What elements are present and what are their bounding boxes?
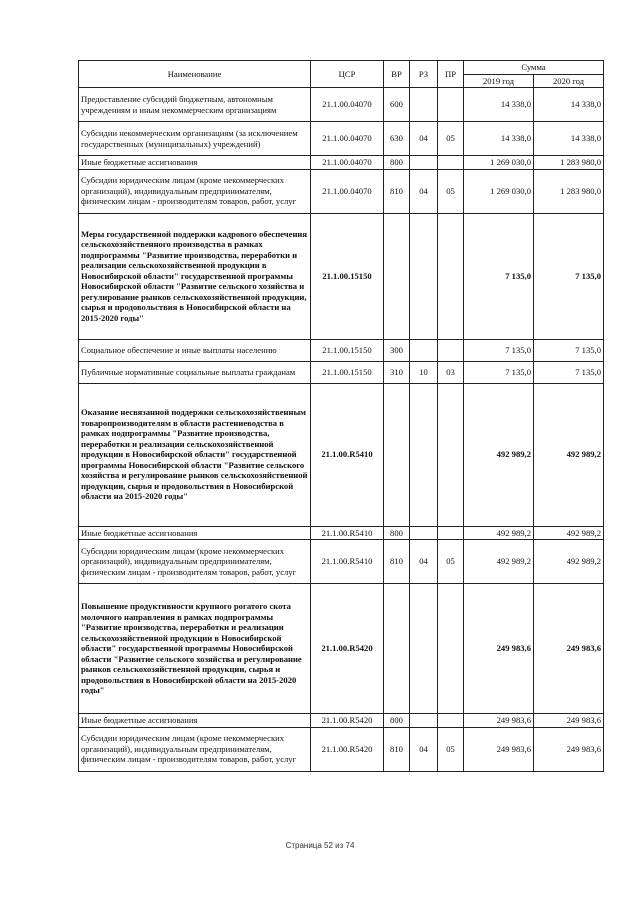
cell-csr: 21.1.00.R5420	[311, 714, 384, 728]
header-2020: 2020 год	[534, 74, 604, 88]
cell-rz: 04	[410, 540, 438, 584]
cell-y2020: 492 989,2	[534, 383, 604, 526]
cell-vr: 810	[384, 169, 410, 213]
cell-name: Субсидии юридическим лицам (кроме некоммерческих организаций), индивидуальным предпринимателям, физическим лицам - производителям товаров, работ, услуг	[79, 540, 311, 584]
cell-rz: 04	[410, 122, 438, 156]
cell-rz	[410, 156, 438, 170]
cell-y2020: 249 983,6	[534, 714, 604, 728]
cell-csr: 21.1.00.R5410	[311, 383, 384, 526]
cell-vr: 810	[384, 540, 410, 584]
cell-pr: 05	[438, 169, 464, 213]
cell-csr: 21.1.00.04070	[311, 88, 384, 122]
cell-y2019: 7 135,0	[464, 361, 534, 383]
cell-y2020: 14 338,0	[534, 88, 604, 122]
table-row	[79, 122, 604, 156]
cell-vr	[384, 383, 410, 526]
cell-name: Повышение продуктивности крупного рогатого скота молочного направления в рамках подпрограммы "Развитие производства, переработки и реализации сельскохозяйственной продукции в Новосибирской области" государственной программы Новосибирской области "Развитие сельского хозяйства и регулирование рынков сельскохозяйственной продукции, сырья и продовольствия в Новосибирской области на 2015-2020 годы"	[79, 584, 311, 714]
cell-y2020: 1 283 980,0	[534, 169, 604, 213]
cell-csr: 21.1.00.04070	[311, 122, 384, 156]
table-row	[79, 540, 604, 584]
cell-name: Социальное обеспечение и иные выплаты населению	[79, 339, 311, 361]
page-number: Страница 52 из 74	[285, 841, 355, 850]
cell-pr	[438, 88, 464, 122]
cell-y2019: 492 989,2	[464, 383, 534, 526]
cell-vr: 310	[384, 361, 410, 383]
cell-vr: 800	[384, 526, 410, 540]
cell-vr	[384, 213, 410, 339]
cell-rz: 04	[410, 169, 438, 213]
cell-y2020: 7 135,0	[534, 361, 604, 383]
cell-vr: 800	[384, 714, 410, 728]
table-row	[79, 213, 604, 339]
cell-rz	[410, 526, 438, 540]
cell-y2019: 1 269 030,0	[464, 156, 534, 170]
cell-y2019: 14 338,0	[464, 88, 534, 122]
cell-y2019: 7 135,0	[464, 213, 534, 339]
cell-y2019: 7 135,0	[464, 339, 534, 361]
cell-name: Меры государственной поддержки кадрового обеспечения сельскохозяйственного производства в рамках подпрограммы "Развитие производства, переработки и реализации сельскохозяйственной продукции в Новосибирской области" государственной программы Новосибирской области "Развитие сельского хозяйства и регулирование рынков сельскохозяйственной продукции, сырья и продовольствия в Новосибирской области на 2015-2020 годы"	[79, 213, 311, 339]
cell-y2019: 492 989,2	[464, 526, 534, 540]
header-sum: Сумма	[464, 61, 604, 75]
header-pr: ПР	[438, 61, 464, 88]
cell-pr	[438, 383, 464, 526]
cell-csr: 21.1.00.15150	[311, 213, 384, 339]
cell-vr: 810	[384, 727, 410, 771]
cell-name: Субсидии юридическим лицам (кроме некоммерческих организаций), индивидуальным предпринимателям, физическим лицам - производителям товаров, работ, услуг	[79, 727, 311, 771]
cell-y2019: 249 983,6	[464, 584, 534, 714]
cell-name: Иные бюджетные ассигнования	[79, 526, 311, 540]
header-csr: ЦСР	[311, 61, 384, 88]
cell-y2019: 1 269 030,0	[464, 169, 534, 213]
cell-vr	[384, 584, 410, 714]
cell-y2019: 249 983,6	[464, 727, 534, 771]
budget-table	[78, 60, 604, 772]
cell-pr	[438, 213, 464, 339]
cell-name: Иные бюджетные ассигнования	[79, 156, 311, 170]
cell-y2020: 492 989,2	[534, 526, 604, 540]
cell-rz: 04	[410, 727, 438, 771]
cell-rz	[410, 714, 438, 728]
table-row	[79, 169, 604, 213]
cell-name: Публичные нормативные социальные выплаты гражданам	[79, 361, 311, 383]
cell-y2020: 1 283 980,0	[534, 156, 604, 170]
cell-name: Иные бюджетные ассигнования	[79, 714, 311, 728]
cell-name: Предоставление субсидий бюджетным, автономным учреждениям и иным некоммерческим организациям	[79, 88, 311, 122]
cell-csr: 21.1.00.15150	[311, 339, 384, 361]
cell-csr: 21.1.00.15150	[311, 361, 384, 383]
table-row	[79, 714, 604, 728]
table-row	[79, 361, 604, 383]
header-rz: РЗ	[410, 61, 438, 88]
cell-y2019: 14 338,0	[464, 122, 534, 156]
cell-name: Субсидии юридическим лицам (кроме некоммерческих организаций), индивидуальным предпринимателям, физическим лицам - производителям товаров, работ, услуг	[79, 169, 311, 213]
table-row	[79, 584, 604, 714]
cell-rz	[410, 88, 438, 122]
header-2019: 2019 год	[464, 74, 534, 88]
table-row	[79, 526, 604, 540]
cell-pr	[438, 526, 464, 540]
cell-y2020: 7 135,0	[534, 339, 604, 361]
cell-csr: 21.1.00.04070	[311, 156, 384, 170]
cell-pr: 05	[438, 727, 464, 771]
cell-pr	[438, 156, 464, 170]
cell-y2019: 492 989,2	[464, 540, 534, 584]
cell-pr	[438, 584, 464, 714]
header-vr: ВР	[384, 61, 410, 88]
cell-pr	[438, 339, 464, 361]
table-row	[79, 339, 604, 361]
cell-y2020: 7 135,0	[534, 213, 604, 339]
cell-rz	[410, 383, 438, 526]
cell-pr	[438, 714, 464, 728]
table-row	[79, 727, 604, 771]
header-name: Наименование	[79, 61, 311, 88]
cell-name: Субсидии некоммерческим организациям (за исключением государственных (муниципальных) учреждений)	[79, 122, 311, 156]
cell-y2020: 492 989,2	[534, 540, 604, 584]
cell-pr: 03	[438, 361, 464, 383]
cell-rz: 10	[410, 361, 438, 383]
cell-vr: 300	[384, 339, 410, 361]
cell-name: Оказание несвязанной поддержки сельскохозяйственным товаропроизводителям в области растениеводства в рамках подпрограммы "Развитие производства, переработки и реализации сельскохозяйственной продукции в Новосибирской области" государственной программы Новосибирской области "Развитие сельского хозяйства и регулирование рынков сельскохозяйственной продукции, сырья и продовольствия в Новосибирской области на 2015-2020 годы"	[79, 383, 311, 526]
table-row	[79, 156, 604, 170]
table-row	[79, 88, 604, 122]
cell-csr: 21.1.00.R5410	[311, 526, 384, 540]
cell-csr: 21.1.00.04070	[311, 169, 384, 213]
cell-csr: 21.1.00.R5420	[311, 584, 384, 714]
cell-rz	[410, 584, 438, 714]
cell-rz	[410, 213, 438, 339]
cell-vr: 630	[384, 122, 410, 156]
cell-vr: 800	[384, 156, 410, 170]
cell-vr: 600	[384, 88, 410, 122]
cell-csr: 21.1.00.R5420	[311, 727, 384, 771]
cell-csr: 21.1.00.R5410	[311, 540, 384, 584]
cell-y2020: 249 983,6	[534, 584, 604, 714]
cell-y2019: 249 983,6	[464, 714, 534, 728]
cell-rz	[410, 339, 438, 361]
table-row	[79, 383, 604, 526]
cell-y2020: 14 338,0	[534, 122, 604, 156]
cell-pr: 05	[438, 540, 464, 584]
cell-y2020: 249 983,6	[534, 727, 604, 771]
cell-pr: 05	[438, 122, 464, 156]
